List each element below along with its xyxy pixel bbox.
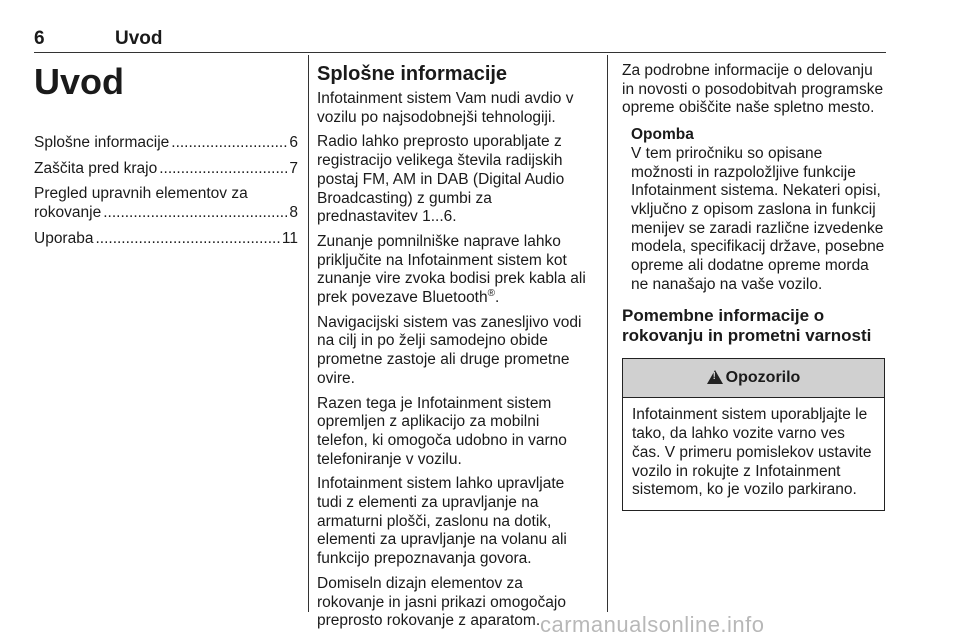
note-title: Opomba — [631, 126, 694, 144]
section-title: Splošne informacije — [317, 63, 508, 85]
toc-column — [34, 62, 298, 256]
toc-page-number: 6 — [289, 134, 298, 151]
toc-line — [34, 230, 298, 249]
header-title: Uvod — [115, 28, 163, 49]
toc-entry-text: rokovanje — [34, 204, 102, 222]
toc-page-number: 11 — [281, 229, 298, 247]
note-block — [631, 126, 886, 294]
toc-entry[interactable] — [34, 160, 298, 179]
paragraph: Razen tega je Infotainment sistem opremljen z aplikacijo za mobilni telefon, ki omogoča udobno in varno telefoniranje v vozilu. — [317, 394, 567, 468]
paragraph: Radio lahko preprosto uporabljate z registracijo velikega števila radijskih postaj FM, AM in DAB (Digital Audio Broadcasting) z gumbi za prednastavitev 1...6. — [317, 133, 565, 226]
warning-triangle-icon — [707, 370, 723, 384]
warning-box — [622, 358, 885, 511]
toc-entry[interactable] — [34, 230, 298, 249]
paragraph: Domiseln dizajn elementov za rokovanje in jasni prikazi omogočajo preprosto rokovanje z aparatom. — [317, 574, 566, 630]
warning-header — [623, 359, 884, 398]
toc-leader-dots — [159, 160, 287, 179]
toc-leader-dots — [171, 134, 287, 153]
paragraph: Infotainment sistem Vam nudi avdio v vozilu po najsodobnejši tehnologiji. — [317, 90, 574, 126]
warning-text: Infotainment sistem uporabljajte le tako, da lahko vozite varno ves čas. V primeru pomislekov ustavite vozilo in rokujte z Infotainment sistemom, ko je vozilo parkirano. — [632, 406, 872, 499]
note-text: V tem priročniku so opisane možnosti in razpoložljive funkcije Infotainment sistema. Nekateri opisi, vključno z opisom zaslona in funkcij menijev se zaradi različne izvedenke modela, specifikacij države, posebne opreme ali dodatne opreme morda ne nanašajo na vaše vozilo. — [631, 144, 885, 293]
header-divider — [34, 52, 886, 53]
text-column-3 — [622, 62, 886, 511]
toc-leader-dots — [95, 230, 279, 249]
toc-entry-text: Uporaba — [34, 229, 94, 247]
column-divider-2 — [607, 55, 608, 612]
toc-page-number: 7 — [289, 159, 298, 177]
toc-line — [34, 204, 298, 223]
paragraph: Infotainment sistem lahko upravljate tudi z elementi za upravljanje na armaturni plošči, zaslonu na dotik, elementi za upravljanje na volanu ali funkcijo prepoznavanja govora. — [317, 475, 567, 568]
warning-title: Opozorilo — [725, 369, 801, 387]
toc-entry-text: Zaščita pred krajo — [34, 159, 158, 177]
toc-entry-text: Pregled upravnih elementov za — [34, 185, 248, 203]
chapter-title: Uvod — [34, 61, 124, 102]
paragraph-text: Zunanje pomnilniške naprave lahko priključite na Infotainment sistem kot zunanje vire zvoka bodisi prek kabla ali prek povezave Bluetooth — [317, 232, 586, 307]
table-of-contents — [34, 134, 298, 249]
toc-entry[interactable] — [34, 185, 298, 222]
paragraph — [317, 233, 593, 308]
toc-leader-dots — [103, 204, 287, 223]
subsection-title: Pomembne informacije o rokovanju in prometni varnosti — [622, 306, 872, 345]
paragraph: Navigacijski sistem vas zanesljivo vodi na cilj in po želji samodejno obide prometne zastoje ali druge prometne ovire. — [317, 313, 582, 387]
toc-page-number: 8 — [289, 204, 298, 222]
registered-mark: ® — [487, 287, 495, 299]
toc-entry-text: Splošne informacije — [34, 134, 170, 151]
toc-line — [34, 160, 298, 179]
toc-entry[interactable] — [34, 134, 298, 153]
page-number: 6 — [34, 28, 45, 49]
paragraph: Za podrobne informacije o delovanju in novosti o posodobitvah programske opreme obiščite naše spletno mesto. — [622, 62, 884, 117]
column-divider-1 — [308, 55, 309, 612]
watermark: carmanualsonline.info — [540, 612, 765, 637]
text-column-2 — [317, 62, 593, 637]
toc-line — [34, 134, 298, 153]
paragraph-end: . — [495, 289, 500, 307]
